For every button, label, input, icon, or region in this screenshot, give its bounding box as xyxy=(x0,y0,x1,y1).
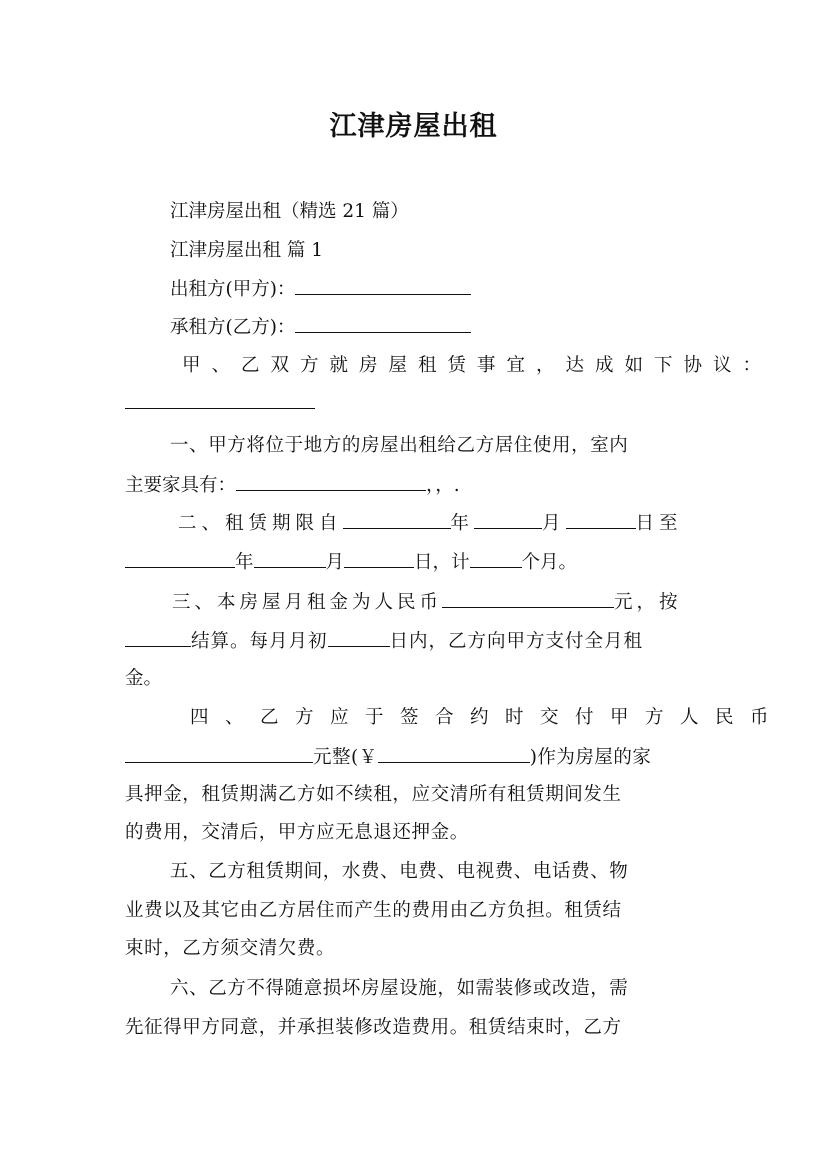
clause-3-end: 金。 xyxy=(125,668,163,689)
clause-1-tail: ，，. xyxy=(426,475,460,496)
clause-4-text-2: 具押金，租赁期满乙方如不续租，应交清所有租赁期间发生 xyxy=(125,784,622,805)
clause-6-line-2 xyxy=(125,1015,622,1041)
deposit-numeric-blank xyxy=(378,744,530,763)
clause-3-payment: 日内，乙方向甲方支付全月租 xyxy=(389,631,644,652)
clause-2-line-2 xyxy=(125,549,577,576)
clause-3-line-2 xyxy=(125,628,643,655)
lessee-label: 承租方(乙方)： xyxy=(170,317,296,338)
payment-day-blank xyxy=(328,628,390,647)
end-day-label: 日，计 xyxy=(414,552,470,573)
lessee-blank xyxy=(295,314,471,333)
section-heading xyxy=(170,238,323,264)
clause-4-line-1 xyxy=(190,705,786,731)
lessor-line xyxy=(170,276,471,303)
clause-5-text-3: 束时，乙方须交清欠费。 xyxy=(125,938,336,959)
clause-1-line-1 xyxy=(170,433,628,459)
months-blank xyxy=(470,549,522,568)
clause-4-line-3 xyxy=(125,782,622,808)
clause-4-text: 四、乙方应于签合约时交付甲方人民币 xyxy=(190,707,786,728)
start-year-label: 年 xyxy=(450,513,475,534)
clause-5-line-3 xyxy=(125,936,335,962)
clause-3-unit: 元，按 xyxy=(614,592,682,613)
clause-3-line-3 xyxy=(125,666,162,692)
clause-1-text: 一、甲方将位于地方的房屋出租给乙方居住使用，室内 xyxy=(170,435,629,456)
clause-3-settlement: 结算。每月月初 xyxy=(191,631,328,652)
clause-5-text-2: 业费以及其它由乙方居住而产生的费用由乙方负担。租赁结 xyxy=(125,900,622,921)
agreement-intro-blank xyxy=(125,390,315,409)
agreement-intro xyxy=(182,353,773,379)
end-year-blank xyxy=(125,549,235,568)
clause-5-text: 五、乙方租赁期间，水费、电费、电视费、电话费、物 xyxy=(170,861,629,882)
clause-2-start: 二、租赁期限自 xyxy=(178,513,343,534)
subtitle-text: 江津房屋出租（精选 21 篇） xyxy=(170,201,409,222)
clause-1-line-2 xyxy=(125,472,460,499)
section-heading-text: 江津房屋出租 篇 1 xyxy=(170,240,324,261)
clause-3-line-1 xyxy=(172,589,682,616)
end-month-label: 月 xyxy=(325,552,345,573)
lessee-line xyxy=(170,314,471,341)
start-month-blank xyxy=(474,510,542,529)
clause-4-line-2 xyxy=(125,744,651,771)
months-label: 个月。 xyxy=(521,552,578,573)
clause-6-line-1 xyxy=(170,976,628,1002)
clause-6-text-2: 先征得甲方同意，并承担装修改造费用。租赁结束时，乙方 xyxy=(125,1017,622,1038)
end-year-label: 年 xyxy=(235,552,254,573)
agreement-intro-blank-line xyxy=(125,390,315,417)
clause-4-amount-label: 元整(￥ xyxy=(313,747,378,768)
settlement-blank xyxy=(125,628,191,647)
clause-4-text-3: 的费用，交清后，甲方应无息退还押金。 xyxy=(125,822,469,843)
clause-6-text: 六、乙方不得随意损坏房屋设施，如需装修或改造，需 xyxy=(170,978,629,999)
clause-1-furniture-label: 主要家具有： xyxy=(125,475,237,496)
end-month-blank xyxy=(254,549,326,568)
rent-blank xyxy=(442,589,614,608)
start-month-label: 月 xyxy=(542,513,566,534)
subtitle-line xyxy=(170,199,409,225)
deposit-blank xyxy=(125,744,313,763)
start-day-label: 日至 xyxy=(635,513,683,534)
end-day-blank xyxy=(344,549,414,568)
clause-2-line-1 xyxy=(178,510,683,537)
start-day-blank xyxy=(566,510,636,529)
clause-5-line-2 xyxy=(125,898,622,924)
lessor-blank xyxy=(295,276,471,295)
clause-4-purpose: )作为房屋的家 xyxy=(529,747,652,768)
clause-3-text: 三、本房屋月租金为人民币 xyxy=(172,592,443,613)
agreement-intro-text: 甲、乙双方就房屋租赁事宜，达成如下协议： xyxy=(182,355,773,376)
clause-4-line-4 xyxy=(125,820,469,846)
page-title: 江津房屋出租 xyxy=(329,111,498,142)
lessor-label: 出租方(甲方)： xyxy=(170,279,296,300)
furniture-blank xyxy=(236,472,426,491)
clause-5-line-1 xyxy=(170,859,628,885)
start-year-blank xyxy=(343,510,451,529)
